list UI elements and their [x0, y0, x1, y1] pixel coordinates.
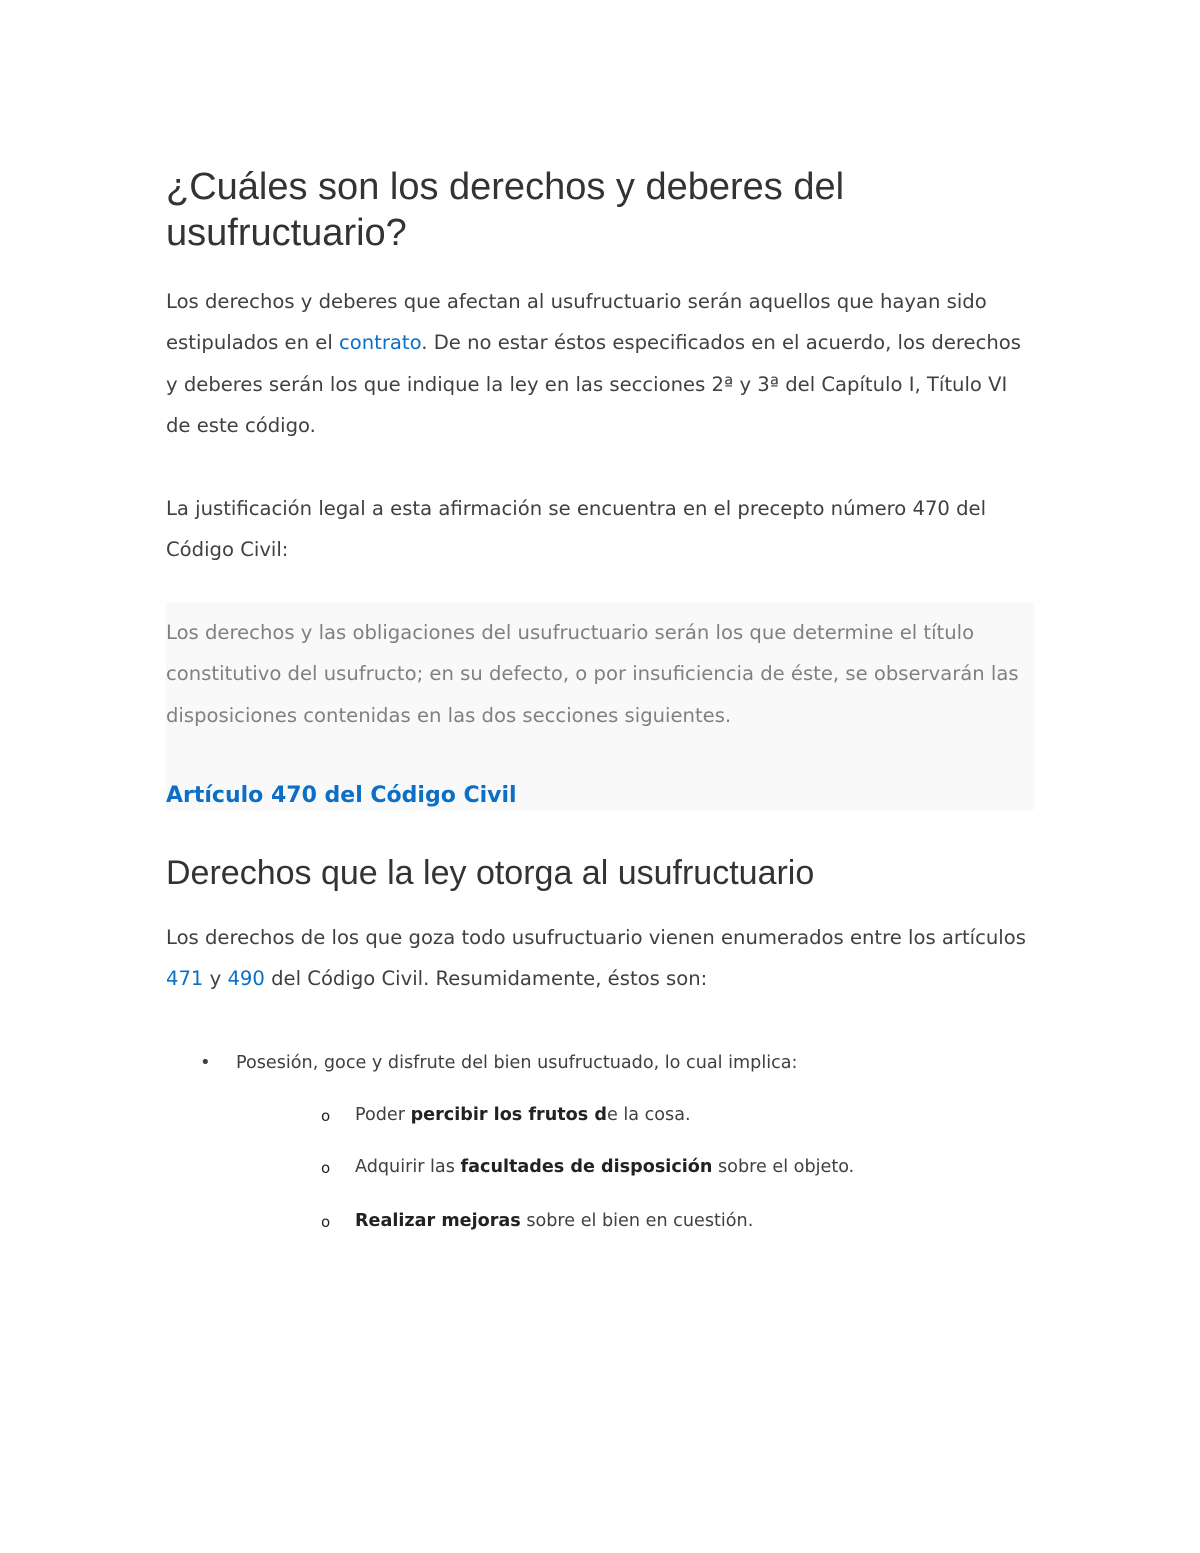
contrato-link[interactable]: contrato	[339, 331, 422, 355]
section-text-end: del Código Civil. Resumidamente, éstos son:	[264, 967, 708, 991]
sub-list-item	[321, 1101, 691, 1129]
sub-bullet-marker: o	[321, 1159, 331, 1177]
intro-paragraph	[166, 281, 1034, 446]
sub-list-item	[321, 1207, 754, 1235]
section-heading: Derechos que la ley otorga al usufructuario	[166, 854, 815, 892]
sub-item-text-pre: Poder	[355, 1105, 411, 1125]
sub-item-text-bold: percibir los frutos d	[410, 1105, 607, 1125]
sub-item-text-post: sobre el objeto.	[712, 1157, 855, 1177]
sub-bullet-marker: o	[321, 1107, 331, 1125]
justification-paragraph: La justificación legal a esta afirmación se encuentra en el precepto número 470 del Código Civil:	[166, 497, 987, 562]
sub-item-text-post: sobre el bien en cuestión.	[520, 1211, 754, 1231]
list-item	[200, 1049, 798, 1077]
sub-item-text-pre: Adquirir las	[355, 1157, 461, 1177]
sub-list-item	[321, 1153, 855, 1181]
bullet-marker: •	[200, 1052, 211, 1073]
sub-item-text-bold: facultades de disposición	[460, 1157, 713, 1177]
intro-text-start: Los derechos y deberes que afectan al usufructuario serán aquellos que hayan sido estipulados en el	[166, 290, 987, 355]
list-item-text: Posesión, goce y disfrute del bien usufructuado, lo cual implica:	[236, 1053, 798, 1073]
quote-text: Los derechos y las obligaciones del usufructuario serán los que determine el título constitutivo del usufructo; en su defecto, o por insuficiencia de éste, se observarán las disposiciones contenidas en las dos secciones siguientes.	[166, 621, 1019, 727]
intro-text-end: . De no estar éstos especificados en el acuerdo, los derechos y deberes serán los que indique la ley en las secciones 2ª y 3ª del Capítulo I, Título VI de este código.	[166, 331, 1021, 437]
article-490-link[interactable]: 490	[227, 967, 265, 991]
section-text-start: Los derechos de los que goza todo usufructuario vienen enumerados entre los artículos	[166, 926, 1026, 949]
article-471-link[interactable]: 471	[166, 967, 204, 991]
section-paragraph	[166, 917, 1034, 1000]
sub-item-text-bold: Realizar mejoras	[355, 1211, 521, 1231]
page-title: ¿Cuáles son los derechos y deberes del usufructuario?	[166, 166, 845, 254]
section-text-mid: y	[203, 967, 228, 991]
sub-item-text-post: e la cosa.	[606, 1105, 691, 1125]
quote-source-link[interactable]: Artículo 470 del Código Civil	[166, 783, 517, 808]
sub-bullet-marker: o	[321, 1213, 331, 1231]
